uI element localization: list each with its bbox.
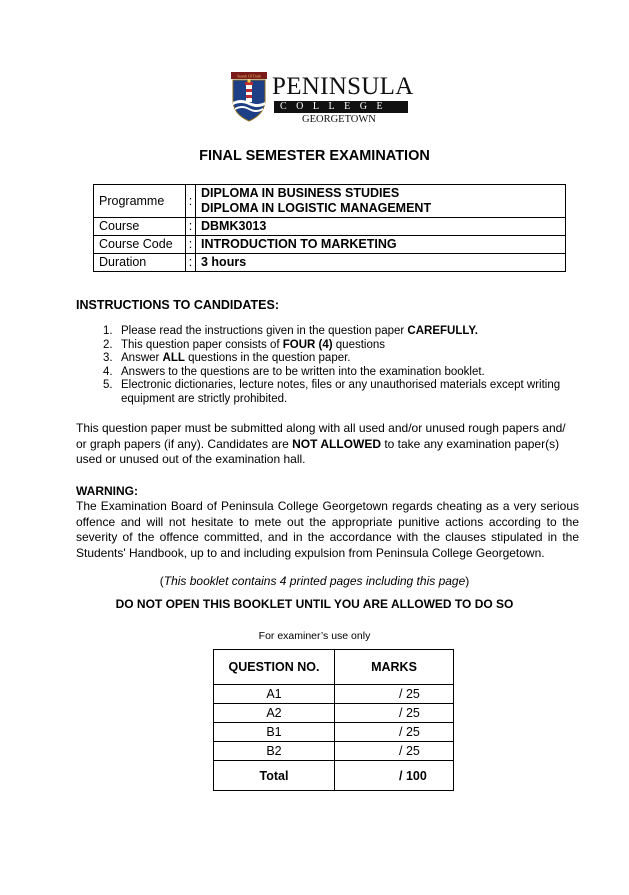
marks-table	[213, 649, 454, 791]
table-row	[214, 685, 454, 704]
course-code-label: Course Code	[94, 236, 186, 254]
college-logo	[230, 72, 420, 128]
marks-cell: / 25	[335, 685, 454, 704]
info-row-duration	[94, 254, 566, 272]
table-row	[214, 704, 454, 723]
list-item	[103, 325, 583, 339]
list-item	[103, 379, 583, 406]
item-number: 4.	[103, 365, 113, 378]
college-crest-icon	[230, 72, 268, 122]
marks-cell: / 25	[335, 742, 454, 761]
do-not-open-notice: DO NOT OPEN THIS BOOKLET UNTIL YOU ARE ALLOWED TO DO SO	[115, 597, 514, 611]
examiner-note: For examiner’s use only	[258, 630, 371, 642]
logo-band: COLLEGE	[274, 101, 408, 113]
page-title: FINAL SEMESTER EXAMINATION	[199, 148, 430, 164]
total-label: Total	[214, 761, 335, 791]
item-number: 3.	[103, 352, 113, 365]
programme-line: DIPLOMA IN LOGISTIC MANAGEMENT	[201, 201, 432, 215]
logo-name: PENINSULA	[272, 73, 414, 100]
marks-header-row	[214, 650, 454, 685]
info-row-course	[94, 218, 566, 236]
question-cell: A2	[214, 704, 335, 723]
programme-line: DIPLOMA IN BUSINESS STUDIES	[201, 186, 400, 200]
info-row-course-code	[94, 236, 566, 254]
header-question-no: QUESTION NO.	[214, 650, 335, 685]
header-marks: MARKS	[335, 650, 454, 685]
item-text: This question paper consists of FOUR (4) questions	[121, 338, 386, 351]
booklet-note: (This booklet contains 4 printed pages including this page)	[159, 574, 470, 588]
info-row-programme	[94, 185, 566, 218]
course-label: Course	[94, 218, 186, 236]
item-number: 2.	[103, 338, 113, 351]
marks-cell: / 25	[335, 723, 454, 742]
duration-label: Duration	[94, 254, 186, 272]
total-row	[214, 761, 454, 791]
marks-cell: / 25	[335, 704, 454, 723]
colon: :	[186, 254, 196, 272]
colon: :	[186, 236, 196, 254]
total-value: / 100	[335, 761, 454, 791]
question-cell: A1	[214, 685, 335, 704]
item-text: Electronic dictionaries, lecture notes, files or any unauthorised materials except writing equipment are strictly prohibited.	[121, 379, 561, 405]
instructions-heading: INSTRUCTIONS TO CANDIDATES:	[76, 298, 280, 312]
duration-value: 3 hours	[196, 254, 566, 272]
crest-banner-text: Search Of Truth	[237, 74, 261, 79]
table-row	[214, 723, 454, 742]
item-text: Answers to the questions are to be written into the examination booklet.	[121, 365, 485, 378]
table-row	[214, 742, 454, 761]
warning-text: The Examination Board of Peninsula College Georgetown regards cheating as a very serious offence and will not hesitate to mete out the appropriate punitive actions according to the severity of the offence committed, and in the accordance with the clauses stipulated in the Students' Handbook, up to and including expulsion from Peninsula College Georgetown.	[76, 499, 579, 560]
question-cell: B1	[214, 723, 335, 742]
item-text: Answer ALL questions in the question paper.	[121, 352, 351, 365]
course-info-table	[93, 184, 566, 272]
logo-subtitle: GEORGETOWN	[302, 114, 376, 125]
list-item	[103, 339, 583, 353]
programme-label: Programme	[94, 185, 186, 218]
item-number: 1.	[103, 325, 113, 337]
course-value: DBMK3013	[196, 218, 566, 236]
programme-value	[196, 185, 566, 218]
submission-paragraph: This question paper must be submitted along with all used and/or unused rough papers and/ or graph papers (if any). Candidates are NOT ALLOWED to take any examination paper(s) used or unused out of the examination hall.	[76, 421, 566, 466]
question-cell: B2	[214, 742, 335, 761]
instructions-list	[103, 325, 583, 407]
warning-heading: WARNING:	[76, 484, 138, 498]
list-item	[103, 352, 583, 366]
list-item	[103, 366, 583, 380]
colon: :	[186, 185, 196, 218]
course-code-value: INTRODUCTION TO MARKETING	[196, 236, 566, 254]
item-number: 5.	[103, 379, 113, 392]
colon: :	[186, 218, 196, 236]
item-text: Please read the instructions given in the question paper CAREFULLY.	[121, 325, 478, 337]
